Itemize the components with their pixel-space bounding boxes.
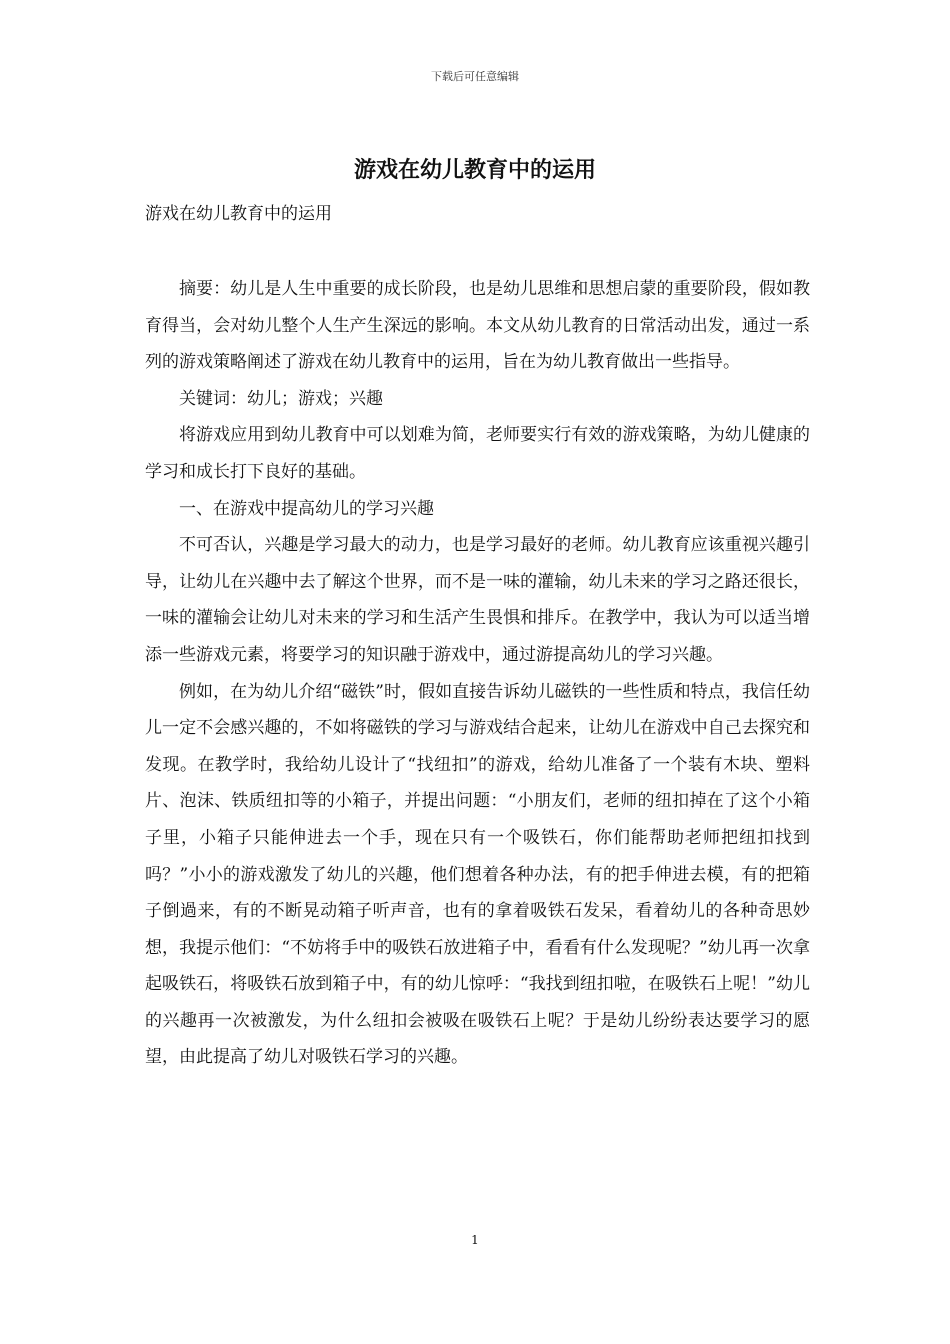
document-body [145, 271, 810, 1076]
document-title: 游戏在幼儿教育中的运用 [353, 157, 596, 183]
abstract-paragraph: 摘要：幼儿是人生中重要的成长阶段，也是幼儿思维和思想启蒙的重要阶段，假如教育得当，会对幼儿整个人生产生深远的影响。本文从幼儿教育的日常活动出发，通过一系列的游戏策略阐述了游戏在幼儿教育中的运用，旨在为幼儿教育做出一些指导。 [145, 279, 810, 373]
body-paragraph: 不可否认，兴趣是学习最大的动力，也是学习最好的老师。幼儿教育应该重视兴趣引导，让幼儿在兴趣中去了解这个世界，而不是一味的灌输，幼儿未来的学习之路还很长，一味的灌输会让幼儿对未来的学习和生活产生畏惧和排斥。在教学中，我认为可以适当增添一些游戏元素，将要学习的知识融于游戏中，通过游提高幼儿的学习兴趣。 [145, 535, 810, 665]
example-paragraph: 例如，在为幼儿介绍“磁铁”时，假如直接告诉幼儿磁铁的一些性质和特点，我信任幼儿一定不会感兴趣的，不如将磁铁的学习与游戏结合起来，让幼儿在游戏中自己去探究和发现。在教学时，我给幼儿设计了“找纽扣”的游戏，给幼儿准备了一个装有木块、塑料片、泡沫、铁质纽扣等的小箱子，并提出问题：“小朋友们，老师的纽扣掉在了这个小箱子里，小箱子只能伸进去一个手，现在只有一个吸铁石，你们能帮助老师把纽扣找到吗？”小小的游戏激发了幼儿的兴趣，他们想着各种办法，有的把手伸进去模，有的把箱子倒過来，有的不断晃动箱子听声音，也有的拿着吸铁石发呆，看着幼儿的各种奇思妙想，我提示他们：“不妨将手中的吸铁石放进箱子中，看看有什么发现呢？”幼儿再一次拿起吸铁石，将吸铁石放到箱子中，有的幼儿惊呼：“我找到纽扣啦，在吸铁石上呢！”幼儿的兴趣再一次被激发，为什么纽扣会被吸在吸铁石上呢？于是幼儿纷纷表达要学习的愿望，由此提高了幼儿对吸铁石学习的兴趣。 [145, 681, 810, 1068]
intro-paragraph: 将游戏应用到幼儿教育中可以划难为简，老师要实行有效的游戏策略，为幼儿健康的学习和成长打下良好的基础。 [145, 425, 810, 482]
section-heading-1: 一、在游戏中提高幼儿的学习兴趣 [179, 498, 434, 519]
page-number: 1 [471, 1233, 479, 1247]
document-subtitle: 游戏在幼儿教育中的运用 [145, 204, 332, 224]
page-header-note: 下载后可任意编辑 [431, 70, 519, 83]
keywords-paragraph: 关键词：幼儿；游戏；兴趣 [179, 388, 383, 409]
